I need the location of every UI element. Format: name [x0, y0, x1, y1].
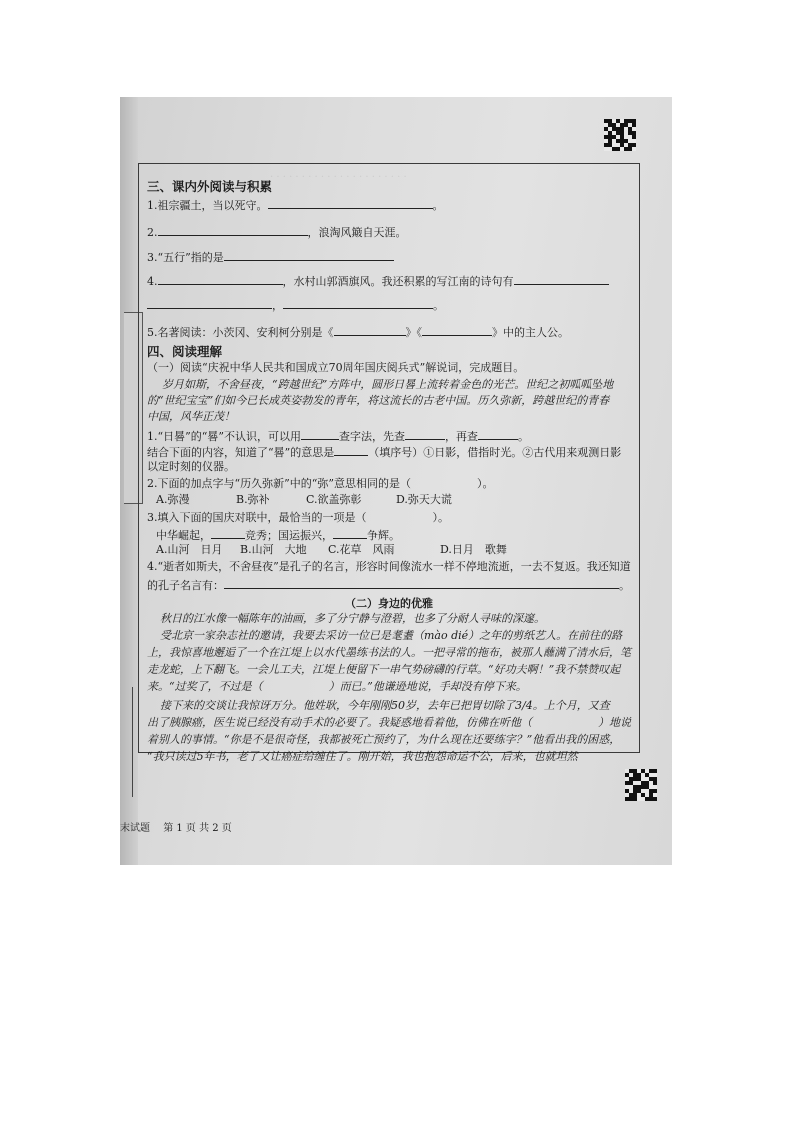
s3-q5-blank-1: [334, 324, 406, 336]
s3-q2-text: ，浪淘风簸自天涯。: [307, 226, 407, 239]
s3-q5-mid: 》《: [405, 326, 422, 339]
s4-q1-line2: [147, 444, 621, 460]
s4-q1-blank-4: [334, 444, 368, 456]
footer-subject: 末试题: [120, 823, 150, 834]
s4-q3-blank-1: [211, 527, 245, 539]
adjacent-page-edge-lower: [120, 687, 133, 797]
s4-p2-line5: 来。“过奖了，不过是（ ）而已。”他谦逊地说，手却没有停下来。: [147, 680, 527, 693]
s3-q5-end: 》中的主人公。: [492, 326, 569, 339]
s3-q5-blank-2: [422, 324, 492, 336]
s4-q3-opt-c: C.花草 风雨: [328, 543, 395, 556]
s3-q4-text: ，水村山郭酒旗风。我还积累的写江南的诗句有: [282, 275, 514, 288]
s3-q1-text: 1.祖宗疆土，当以死守。: [147, 199, 268, 212]
s4-p2-line3: 上，我惊喜地邂逅了一个在江堤上以水代墨练书法的人。一把寻常的拖布，被那人蘸满了清水后，笔: [147, 646, 631, 659]
s4-q1-line2a: 结合下面的内容，知道了“晷”的意思是: [147, 446, 335, 459]
s4-p2-line8: 着别人的事情。“你是不是很奇怪，我都被死亡预约了，为什么现在还要练字？”他看出我的困惑，: [147, 733, 621, 746]
s4-q1-c: ，再查: [445, 430, 478, 443]
s3-q4-line2: ， 。: [147, 297, 444, 313]
s3-q2: [147, 224, 407, 240]
s4-q1-blank-2: [405, 428, 445, 440]
s3-q1: 1.祖宗疆土，当以死守。 。: [147, 199, 444, 212]
s4-q1-b: 查字法，先查: [339, 430, 405, 443]
s3-q3-blank: [224, 249, 394, 261]
footer-page-number: 第 1 页 共 2 页: [163, 823, 232, 834]
s4-q1-line2b: （填序号）①日影，借指时光。②古代用来观测日影: [368, 446, 622, 459]
s4-q1-a: 1.“日晷”的“晷”不认识，可以用: [147, 430, 301, 443]
photographed-exam-page: [120, 97, 672, 865]
s4-q3-couplet-1: 中华崛起，: [156, 529, 211, 542]
s4-passage-line2: 的“世纪宝宝”们如今已长成英姿勃发的青年，将这流长的古老中国。历久弥新，跨越世纪的青春: [147, 394, 610, 407]
s4-q4-prompt: 的孔子名言有：: [147, 579, 224, 592]
s3-q4-prefix: 4.: [147, 275, 158, 288]
s3-q4-blank-1: [158, 273, 283, 285]
s4-q1-blank-3: [478, 428, 518, 440]
s4-q4: 4.“逝者如斯夫，不舍昼夜”是孔子的名言，形容时间像流水一样不停地流逝，一去不复返。我还知道: [147, 560, 631, 573]
s4-q4-line2: 的孔子名言有： 。: [147, 579, 630, 592]
s4-q3-couplet: [156, 527, 400, 543]
section3-title: 三、课内外阅读与积累: [147, 179, 273, 194]
s4-p2-line1: 秋日的江水像一幅陈年的油画，多了分宁静与澄碧，也多了分耐人寻味的深邃。: [160, 612, 545, 625]
s3-q2-prefix: 2.: [147, 226, 158, 239]
bleed-through-text: . . . . . . . . . . . . . . . . . . . . . .: [270, 169, 407, 180]
s4-q1: [147, 428, 529, 444]
s4-part2-title: （二）身边的优雅: [345, 597, 433, 610]
s4-q2-opt-b: B.弥补: [236, 493, 270, 506]
s4-p2-line6: 接下来的交谈让我惊讶万分。他姓耿，今年刚刚50岁，去年已把胃切除了3/4。上个月，又查: [160, 699, 610, 712]
s4-q2: 2.下面的加点字与“历久弥新”中的“弥”意思相同的是（ ）。: [147, 477, 494, 490]
s3-q2-blank: [158, 224, 308, 236]
s3-q4-blank-2: [514, 273, 609, 285]
s4-q2-opt-a: A.弥漫: [156, 493, 190, 506]
s3-q5-text: 5.名著阅读：小茨冈、安利柯分别是《: [147, 326, 334, 339]
page-footer: [120, 819, 232, 834]
s4-q2-opt-c: C.欲盖弥彰: [306, 493, 362, 506]
s4-q3-options: [156, 543, 507, 557]
section4-title: 四、阅读理解: [147, 344, 223, 359]
s4-passage-line1: 岁月如斯，不舍昼夜，“跨越世纪”方阵中，圆形日晷上流转着金色的光芒。世纪之初呱呱坠地: [162, 378, 614, 391]
s4-q2-opt-d: D.弥天大谎: [396, 493, 452, 506]
s4-part1-intro: （一）阅读“庆祝中华人民共和国成立70周年国庆阅兵式”解说词，完成题目。: [147, 361, 525, 374]
s3-q3-text: 3.“五行”指的是: [147, 251, 224, 264]
s4-p2-line4: 走龙蛇，上下翻飞。一会儿工夫，江堤上便留下一串气势磅礴的行草。“好功夫啊！”我不禁赞叹起: [147, 663, 621, 676]
s4-p2-line7: 出了胰腺癌，医生说已经没有动手术的必要了。我疑惑地看着他，仿佛在听他（ ）地说: [147, 716, 631, 729]
s4-q3-couplet-3: 争辉。: [367, 529, 400, 542]
s4-q3-opt-d: D.日月 歌舞: [440, 543, 507, 556]
s4-q1-line3: 以定时刻的仪器。: [147, 460, 235, 473]
qr-code-top: [604, 119, 636, 151]
s3-q3: [147, 249, 394, 265]
s4-q3-blank-2: [333, 527, 367, 539]
s3-q5: [147, 324, 569, 340]
s4-q3-couplet-2: 竞秀；国运振兴，: [245, 529, 333, 542]
s4-passage-line3: 中国，风华正茂！: [147, 410, 235, 423]
s4-q3-opt-a: A.山河 日月: [156, 543, 223, 556]
s3-q4-blank-4: [283, 297, 433, 309]
s3-q4-blank-3: [147, 297, 272, 309]
s4-q3: 3.填入下面的国庆对联中，最恰当的一项是（ ）。: [147, 511, 449, 524]
s4-p2-line2: 受北京一家杂志社的邀请，我要去采访一位已是耄耋（mào dié）之年的剪纸艺人。在前往的路: [160, 629, 623, 642]
qr-code-bottom: [625, 769, 657, 801]
s4-q1-d: 。: [518, 430, 529, 443]
s4-q2-options: [156, 493, 452, 507]
s4-q4-blank: [224, 577, 619, 589]
s4-q1-blank-1: [301, 428, 339, 440]
s3-q1-blank: [268, 197, 433, 209]
s4-q3-opt-b: B.山河 大地: [240, 543, 307, 556]
s3-q4: [147, 273, 609, 289]
s4-p2-line9: “我只读过5年书，老了又让癌症给缠住了。刚开始，我也抱怨命运不公，后来，也就坦然: [147, 750, 578, 763]
